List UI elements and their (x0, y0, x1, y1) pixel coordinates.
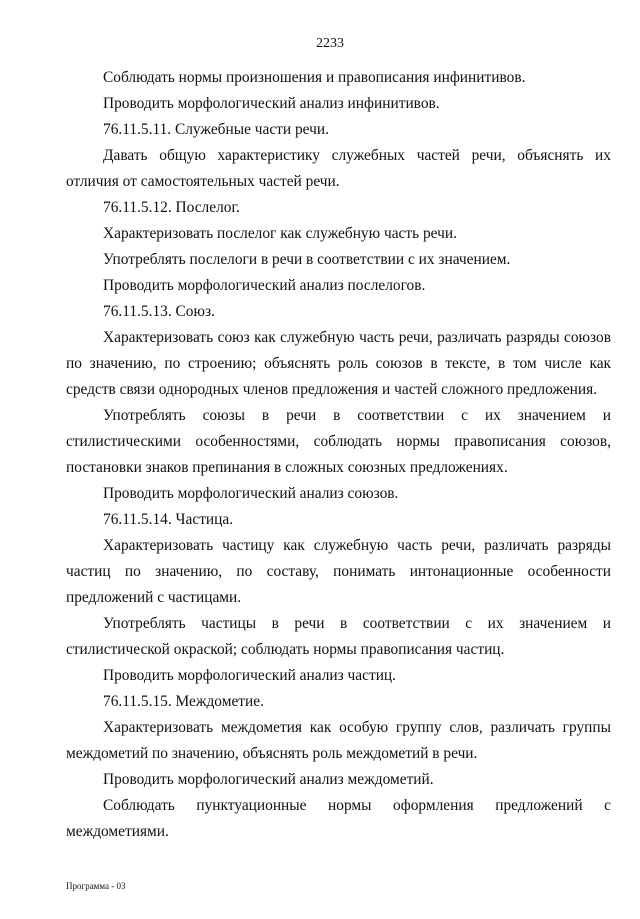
paragraph: Характеризовать междометия как особую группу слов, различать группы междометий по значению, объяснять роль междометий в речи. (66, 719, 611, 762)
paragraph: Проводить морфологический анализ междометий. (103, 771, 434, 788)
paragraph: Употреблять послелоги в речи в соответствии с их значением. (103, 251, 511, 268)
section-heading: 76.11.5.13. Союз. (103, 303, 215, 320)
page-number: 2233 (316, 36, 344, 51)
paragraph: Характеризовать частицу как служебную часть речи, различать разряды частиц по значению, по составу, понимать интонационные особенности предложений с частицами. (66, 537, 611, 606)
section-heading: 76.11.5.11. Служебные части речи. (103, 121, 329, 138)
footer-program-label: Программа - 03 (66, 881, 126, 891)
paragraph: Проводить морфологический анализ инфинитивов. (103, 95, 440, 112)
paragraph: Проводить морфологический анализ частиц. (103, 667, 397, 684)
section-heading: 76.11.5.12. Послелог. (103, 199, 240, 216)
paragraph: Проводить морфологический анализ союзов. (103, 485, 399, 502)
paragraph: Характеризовать послелог как служебную часть речи. (103, 225, 457, 242)
document-body (66, 65, 611, 845)
paragraph: Соблюдать нормы произношения и правописания инфинитивов. (103, 69, 526, 86)
paragraph: Употреблять частицы в речи в соответствии с их значением и стилистической окраской; соблюдать нормы правописания частиц. (66, 615, 611, 658)
section-heading: 76.11.5.14. Частица. (103, 511, 234, 528)
paragraph: Употреблять союзы в речи в соответствии с их значением и стилистическими особенностями, соблюдать нормы правописания союзов, постановки знаков препинания в сложных союзных предложениях. (66, 407, 611, 476)
paragraph: Соблюдать пунктуационные нормы оформления предложений с междометиями. (66, 797, 611, 840)
paragraph: Проводить морфологический анализ послелогов. (103, 277, 426, 294)
section-heading: 76.11.5.15. Междометие. (103, 693, 264, 710)
paragraph: Характеризовать союз как служебную часть речи, различать разряды союзов по значению, по строению; объяснять роль союзов в тексте, в том числе как средств связи однородных членов предложения и частей сложного предложения. (66, 329, 611, 398)
paragraph: Давать общую характеристику служебных частей речи, объяснять их отличия от самостоятельных частей речи. (66, 147, 611, 190)
